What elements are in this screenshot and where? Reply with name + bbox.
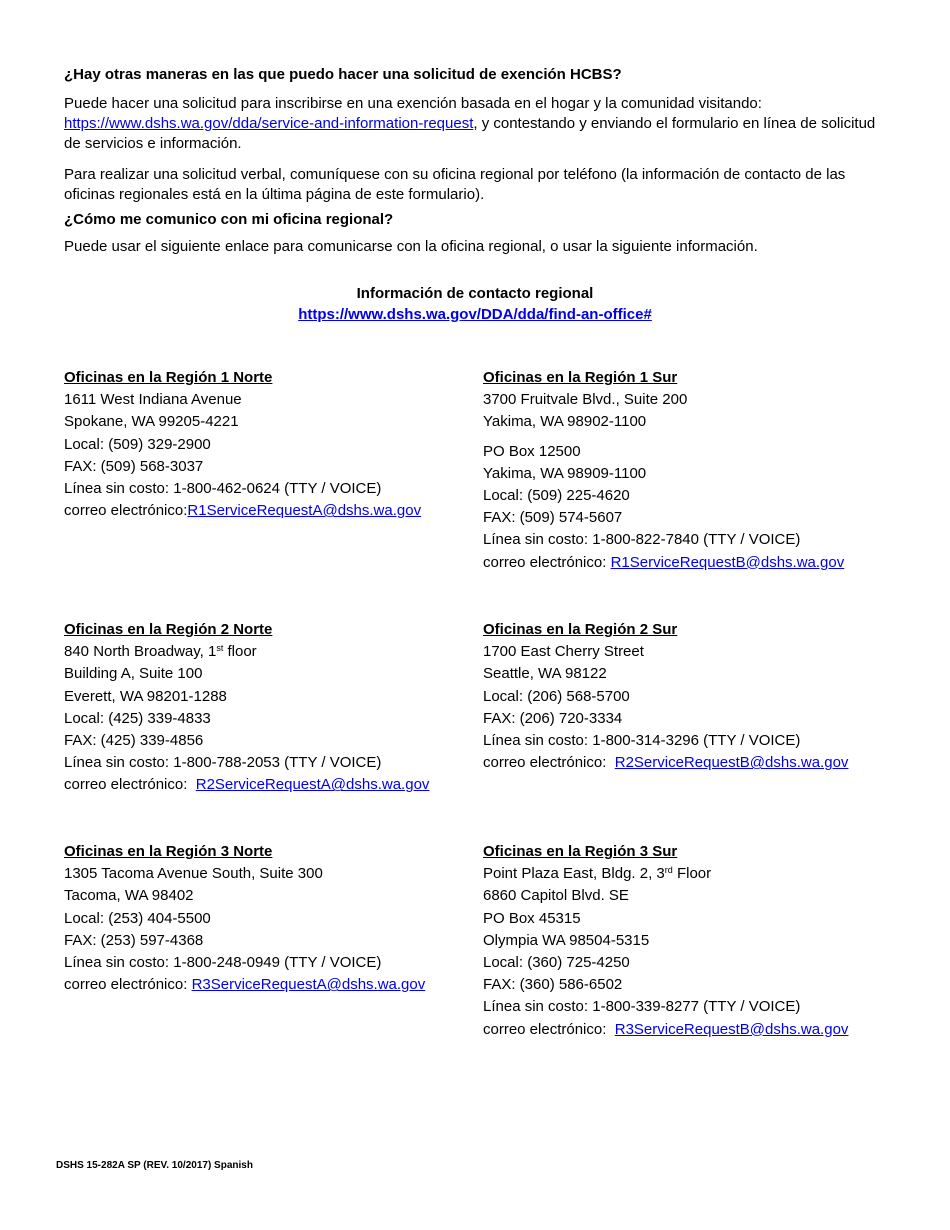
email-label: correo electrónico: [483, 553, 611, 571]
office-line: Línea sin costo: 1-800-822-7840 (TTY / VOICE) [483, 531, 801, 549]
email-link[interactable]: R3ServiceRequestB@dshs.wa.gov [614, 1020, 849, 1038]
paragraph-request-online [64, 94, 886, 154]
office-line: 3700 Fruitvale Blvd., Suite 200 [483, 391, 688, 409]
office-region-2-sur [483, 619, 903, 774]
office-line: Yakima, WA 98902-1100 [483, 413, 647, 431]
office-line: Línea sin costo: 1-800-248-0949 (TTY / VOICE) [64, 954, 382, 972]
email-label: correo electrónico: [64, 776, 196, 794]
email-label: correo electrónico: [64, 502, 188, 520]
office-line: FAX: (509) 574-5607 [483, 509, 623, 527]
office-line: FAX: (425) 339-4856 [64, 732, 204, 750]
contact-title: Información de contacto regional [356, 285, 594, 302]
email-link[interactable]: R2ServiceRequestA@dshs.wa.gov [195, 776, 430, 794]
office-line: 6860 Capitol Blvd. SE [483, 887, 629, 905]
office-line: FAX: (253) 597-4368 [64, 931, 204, 949]
email-link[interactable]: R1ServiceRequestB@dshs.wa.gov [610, 553, 845, 571]
office-line: Seattle, WA 98122 [483, 665, 607, 683]
office-address: Point Plaza East, Bldg. 2, 3rd Floor [483, 865, 712, 883]
office-line: Línea sin costo: 1-800-788-2053 (TTY / VOICE) [64, 754, 382, 772]
office-title: Oficinas en la Región 3 Sur [483, 843, 678, 860]
office-line: FAX: (509) 568-3037 [64, 457, 204, 475]
office-line: PO Box 45315 [483, 909, 581, 927]
office-title: Oficinas en la Región 3 Norte [64, 843, 273, 860]
office-line: Línea sin costo: 1-800-339-8277 (TTY / VOICE) [483, 998, 801, 1016]
office-title: Oficinas en la Región 1 Sur [483, 369, 678, 386]
office-email-row [64, 774, 474, 796]
office-line: 1305 Tacoma Avenue South, Suite 300 [64, 865, 323, 883]
office-line: 1611 West Indiana Avenue [64, 391, 242, 409]
paragraph-contact: Puede usar el siguiente enlace para comunicarse con la oficina regional, o usar la siguiente información. [64, 238, 758, 255]
form-footer: DSHS 15-282A SP (REV. 10/2017) Spanish [56, 1160, 253, 1171]
office-email-row [483, 1019, 903, 1041]
service-request-link[interactable]: https://www.dshs.wa.gov/dda/service-and-information-request [64, 115, 474, 132]
office-email-row [483, 552, 903, 574]
office-line: Tacoma, WA 98402 [64, 887, 194, 905]
office-email-row [64, 500, 464, 522]
office-line: FAX: (206) 720-3334 [483, 709, 623, 727]
office-line: Local: (253) 404-5500 [64, 909, 211, 927]
office-line: Local: (425) 339-4833 [64, 709, 211, 727]
office-title: Oficinas en la Región 2 Sur [483, 621, 678, 638]
office-line: Everett, WA 98201-1288 [64, 687, 227, 705]
office-line: Línea sin costo: 1-800-314-3296 (TTY / VOICE) [483, 732, 801, 750]
email-link[interactable]: R2ServiceRequestB@dshs.wa.gov [614, 754, 849, 772]
email-label: correo electrónico: [483, 1020, 615, 1038]
office-line: 1700 East Cherry Street [483, 643, 644, 661]
office-line: Local: (509) 329-2900 [64, 435, 211, 453]
office-line: FAX: (360) 586-6502 [483, 976, 623, 994]
office-email-row [483, 752, 903, 774]
find-office-link[interactable]: https://www.dshs.wa.gov/DDA/dda/find-an-office# [298, 306, 652, 323]
office-email-row [64, 974, 474, 996]
office-line: Spokane, WA 99205-4221 [64, 413, 239, 431]
email-label: correo electrónico: [483, 754, 615, 772]
office-line: Local: (360) 725-4250 [483, 954, 630, 972]
office-line: Local: (206) 568-5700 [483, 687, 630, 705]
paragraph-verbal-request: Para realizar una solicitud verbal, comuníquese con su oficina regional por teléfono (la información de contacto de las oficinas regionales está en la última página de este formulario). [64, 166, 846, 203]
office-line: Yakima, WA 98909-1100 [483, 464, 647, 482]
office-title: Oficinas en la Región 1 Norte [64, 369, 273, 386]
email-link[interactable]: R3ServiceRequestA@dshs.wa.gov [191, 976, 426, 994]
contact-link-wrap [64, 304, 886, 325]
office-line: PO Box 12500 [483, 442, 581, 460]
office-line: Línea sin costo: 1-800-462-0624 (TTY / VOICE) [64, 480, 382, 498]
office-address: 840 North Broadway, 1st floor [64, 643, 257, 661]
office-region-2-norte [64, 619, 474, 797]
office-title: Oficinas en la Región 2 Norte [64, 621, 273, 638]
question-heading-2: ¿Cómo me comunico con mi oficina regional? [64, 211, 394, 228]
question-heading-1: ¿Hay otras maneras en las que puedo hacer una solicitud de exención HCBS? [64, 66, 622, 83]
paragraph-text: , y contestando y enviando el formulario en línea de solicitud de servicios e información. [64, 115, 876, 152]
office-line: Olympia WA 98504-5315 [483, 931, 650, 949]
email-link[interactable]: R1ServiceRequestA@dshs.wa.gov [187, 502, 422, 520]
office-region-1-norte [64, 367, 464, 522]
office-line: Building A, Suite 100 [64, 665, 203, 683]
office-region-3-sur [483, 841, 903, 1041]
paragraph-text: Puede hacer una solicitud para inscribirse en una exención basada en el hogar y la comunidad visitando: [64, 95, 762, 112]
email-label: correo electrónico: [64, 976, 192, 994]
office-region-1-sur [483, 367, 903, 574]
office-line: Local: (509) 225-4620 [483, 487, 630, 505]
office-region-3-norte [64, 841, 474, 996]
